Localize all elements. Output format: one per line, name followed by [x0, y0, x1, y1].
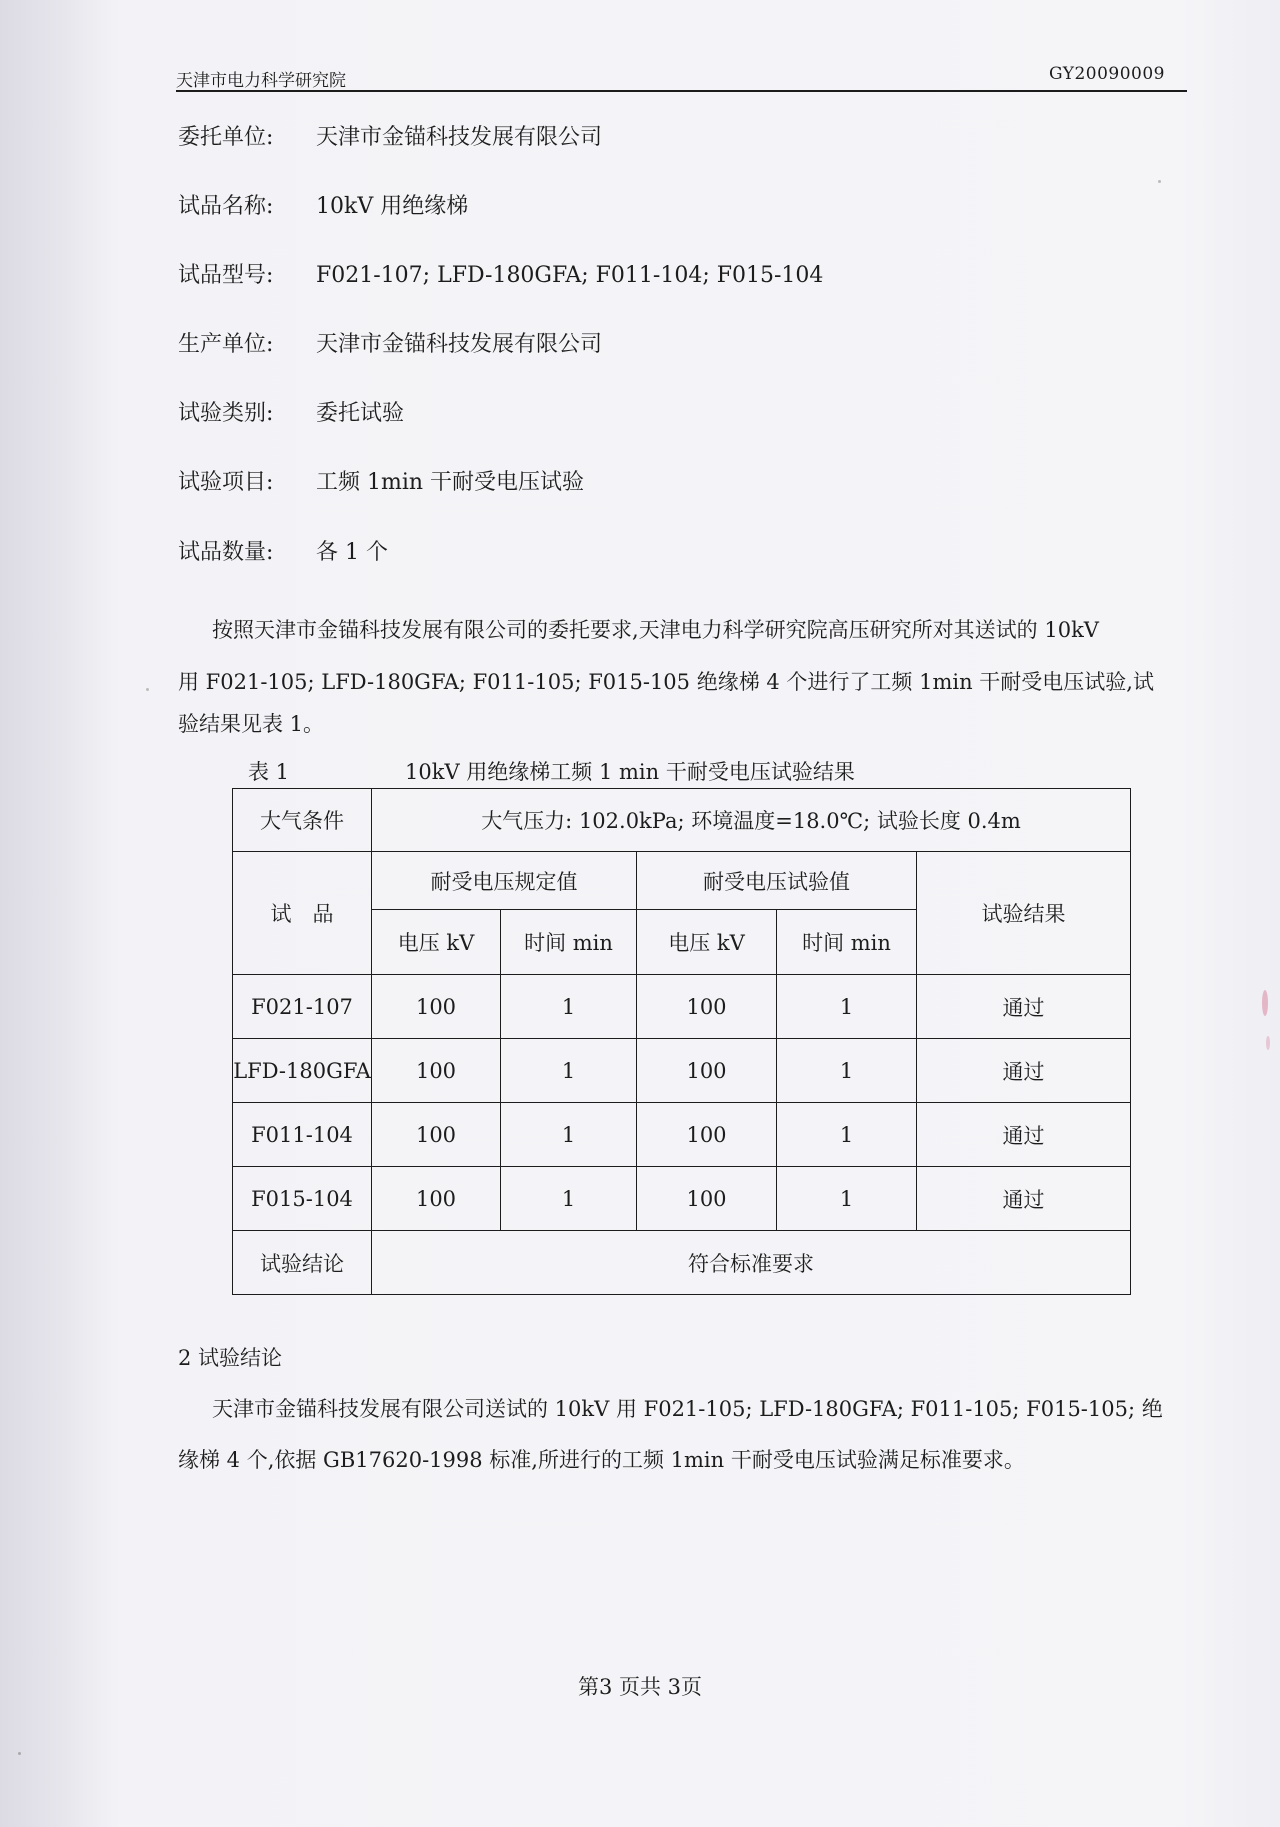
- page-number: 第3 页共 3页: [577, 1675, 703, 1699]
- report-code: GY20090009: [1048, 64, 1165, 84]
- scan-speck: [18, 1752, 21, 1755]
- test-time-header: 时间 min: [777, 910, 917, 975]
- intro-paragraph-line2: 用 F021-105; LFD-180GFA; F011-105; F015-105 绝缘梯 4 个进行了工频 1min 干耐受电压试验,试: [178, 670, 1154, 694]
- field-sample-model: [178, 261, 823, 291]
- field-value: 工频 1min 干耐受电压试验: [316, 470, 585, 495]
- test-voltage-header: 电压 kV: [637, 910, 777, 975]
- field-value: 委托试验: [316, 401, 405, 426]
- field-label: 试验类别:: [178, 401, 274, 426]
- page-header: [176, 60, 1187, 92]
- sample-cell: F021-107: [233, 975, 372, 1039]
- field-test-category: [178, 399, 404, 429]
- field-label: 试验项目:: [178, 470, 274, 495]
- table-row: [233, 975, 1131, 1039]
- table-row: [233, 1039, 1131, 1103]
- intro-paragraph-line3: 验结果见表 1。: [178, 712, 325, 736]
- test-min-cell: 1: [777, 975, 917, 1039]
- table-row: [233, 1103, 1131, 1167]
- table-row: [233, 1167, 1131, 1231]
- test-kv-cell: 100: [637, 975, 777, 1039]
- field-client: [178, 123, 602, 153]
- atmosphere-value: 大气压力: 102.0kPa; 环境温度=18.0℃; 试验长度 0.4m: [372, 789, 1131, 852]
- result-cell: 通过: [917, 1039, 1131, 1103]
- test-min-cell: 1: [777, 1103, 917, 1167]
- field-value: 天津市金锚科技发展有限公司: [316, 332, 603, 357]
- spec-value-header: 耐受电压规定值: [372, 852, 637, 910]
- spec-min-cell: 1: [501, 975, 637, 1039]
- result-cell: 通过: [917, 1103, 1131, 1167]
- test-kv-cell: 100: [637, 1103, 777, 1167]
- edge-mark: [1262, 990, 1268, 1016]
- table-number: 表 1: [248, 760, 290, 784]
- field-value: 天津市金锚科技发展有限公司: [316, 125, 603, 150]
- result-cell: 通过: [917, 1167, 1131, 1231]
- field-manufacturer: [178, 330, 602, 360]
- field-label: 试品型号:: [178, 263, 274, 288]
- spec-kv-cell: 100: [372, 1103, 501, 1167]
- spec-kv-cell: 100: [372, 975, 501, 1039]
- sample-header: 试 品: [233, 852, 372, 975]
- conclusion-paragraph-line2: 缘梯 4 个,依据 GB17620-1998 标准,所进行的工频 1min 干耐受电压试验满足标准要求。: [178, 1448, 1025, 1472]
- spec-kv-cell: 100: [372, 1039, 501, 1103]
- sample-cell: F011-104: [233, 1103, 372, 1167]
- conclusion-label: 试验结论: [233, 1231, 372, 1295]
- sample-cell: F015-104: [233, 1167, 372, 1231]
- scan-speck: [146, 688, 149, 691]
- field-test-item: [178, 468, 584, 498]
- field-sample-quantity: [178, 538, 388, 568]
- test-min-cell: 1: [777, 1167, 917, 1231]
- field-label: 试品数量:: [178, 540, 274, 565]
- spec-min-cell: 1: [501, 1103, 637, 1167]
- test-value-header: 耐受电压试验值: [637, 852, 917, 910]
- field-label: 委托单位:: [178, 125, 274, 150]
- test-kv-cell: 100: [637, 1039, 777, 1103]
- scan-speck: [1158, 180, 1161, 183]
- conclusion-value: 符合标准要求: [372, 1231, 1131, 1295]
- atmosphere-label: 大气条件: [233, 789, 372, 852]
- spec-voltage-header: 电压 kV: [372, 910, 501, 975]
- result-cell: 通过: [917, 975, 1131, 1039]
- section-heading: 2 试验结论: [178, 1346, 283, 1370]
- field-label: 生产单位:: [178, 332, 274, 357]
- spec-time-header: 时间 min: [501, 910, 637, 975]
- sample-cell: LFD-180GFA: [233, 1039, 372, 1103]
- table-row-conclusion: [233, 1231, 1131, 1295]
- field-value: 10kV 用绝缘梯: [316, 194, 469, 219]
- field-value: 各 1 个: [316, 540, 388, 565]
- spec-min-cell: 1: [501, 1167, 637, 1231]
- field-label: 试品名称:: [178, 194, 274, 219]
- conclusion-paragraph-line1: 天津市金锚科技发展有限公司送试的 10kV 用 F021-105; LFD-180GFA; F011-105; F015-105; 绝: [212, 1397, 1163, 1421]
- result-header: 试验结果: [917, 852, 1131, 975]
- test-min-cell: 1: [777, 1039, 917, 1103]
- spec-kv-cell: 100: [372, 1167, 501, 1231]
- header-organization: 天津市电力科学研究院: [176, 71, 346, 91]
- test-kv-cell: 100: [637, 1167, 777, 1231]
- edge-mark: [1266, 1036, 1270, 1050]
- table-title: 10kV 用绝缘梯工频 1 min 干耐受电压试验结果: [405, 760, 855, 784]
- field-value: F021-107; LFD-180GFA; F011-104; F015-104: [316, 263, 824, 288]
- table-row-atmosphere: [233, 789, 1131, 852]
- intro-paragraph-line1: 按照天津市金锚科技发展有限公司的委托要求,天津电力科学研究院高压研究所对其送试的 10kV: [212, 618, 1099, 642]
- spec-min-cell: 1: [501, 1039, 637, 1103]
- table-header-row: [233, 852, 1131, 910]
- results-table: [232, 788, 1131, 1295]
- field-sample-name: [178, 192, 468, 222]
